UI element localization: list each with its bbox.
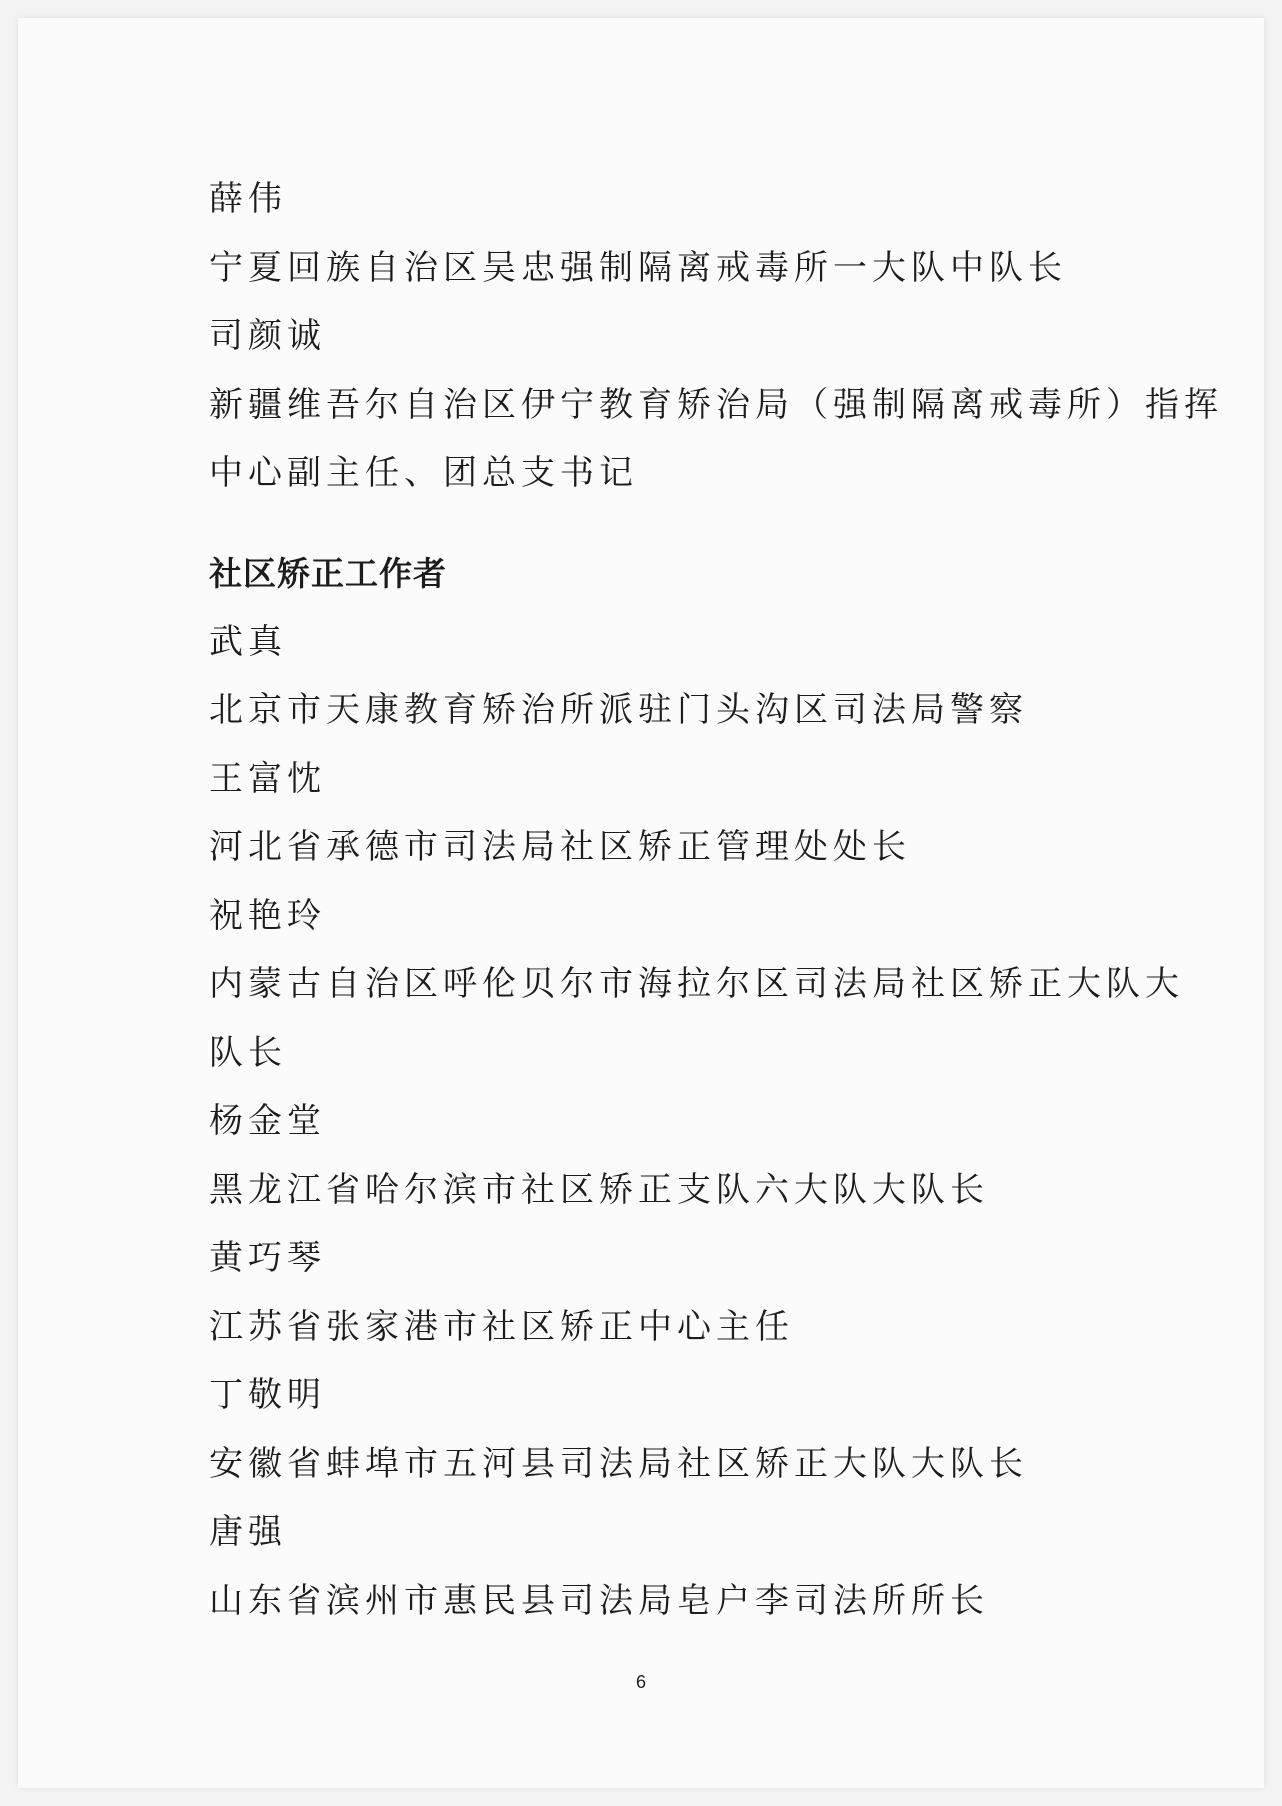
person-title: 黑龙江省哈尔滨市社区矫正支队六大队大队长 [209, 1169, 989, 1210]
entry-list-section [209, 608, 1184, 1636]
person-title: 河北省承德市司法局社区矫正管理处处长 [209, 827, 911, 867]
person-title: 内蒙古自治区呼伦贝尔市海拉尔区司法局社区矫正大队大 [209, 964, 1184, 1004]
person-title: 安徽省蚌埠市五河县司法局社区矫正大队大队长 [209, 1443, 1028, 1484]
person-title: 新疆维吾尔自治区伊宁教育矫治局（强制隔离戒毒所）指挥 [209, 384, 1223, 425]
person-title: 北京市天康教育矫治所派驻门头沟区司法局警察 [209, 690, 1028, 730]
person-title-continued: 队长 [209, 1032, 287, 1073]
person-name: 武真 [209, 621, 287, 662]
page-number: 6 [635, 1672, 646, 1692]
person-title: 宁夏回族自治区吴忠强制隔离戒毒所一大队中队长 [209, 247, 1067, 288]
person-name: 祝艳玲 [209, 895, 326, 936]
section-heading: 社区矫正工作者 [209, 553, 447, 593]
person-name: 唐强 [209, 1512, 287, 1552]
person-title: 江苏省张家港市社区矫正中心主任 [209, 1306, 794, 1347]
document-content [209, 165, 1223, 1635]
person-title: 山东省滨州市惠民县司法局皂户李司法所所长 [209, 1580, 989, 1621]
person-name: 杨金堂 [209, 1101, 326, 1141]
person-name: 丁敬明 [209, 1375, 326, 1415]
person-name: 王富忱 [209, 758, 326, 799]
entry-list-top [209, 165, 1223, 508]
person-name: 司颜诚 [209, 316, 326, 356]
person-name: 黄巧琴 [209, 1238, 326, 1278]
person-name: 薛伟 [209, 179, 287, 219]
person-title-continued: 中心副主任、团总支书记 [209, 453, 638, 493]
